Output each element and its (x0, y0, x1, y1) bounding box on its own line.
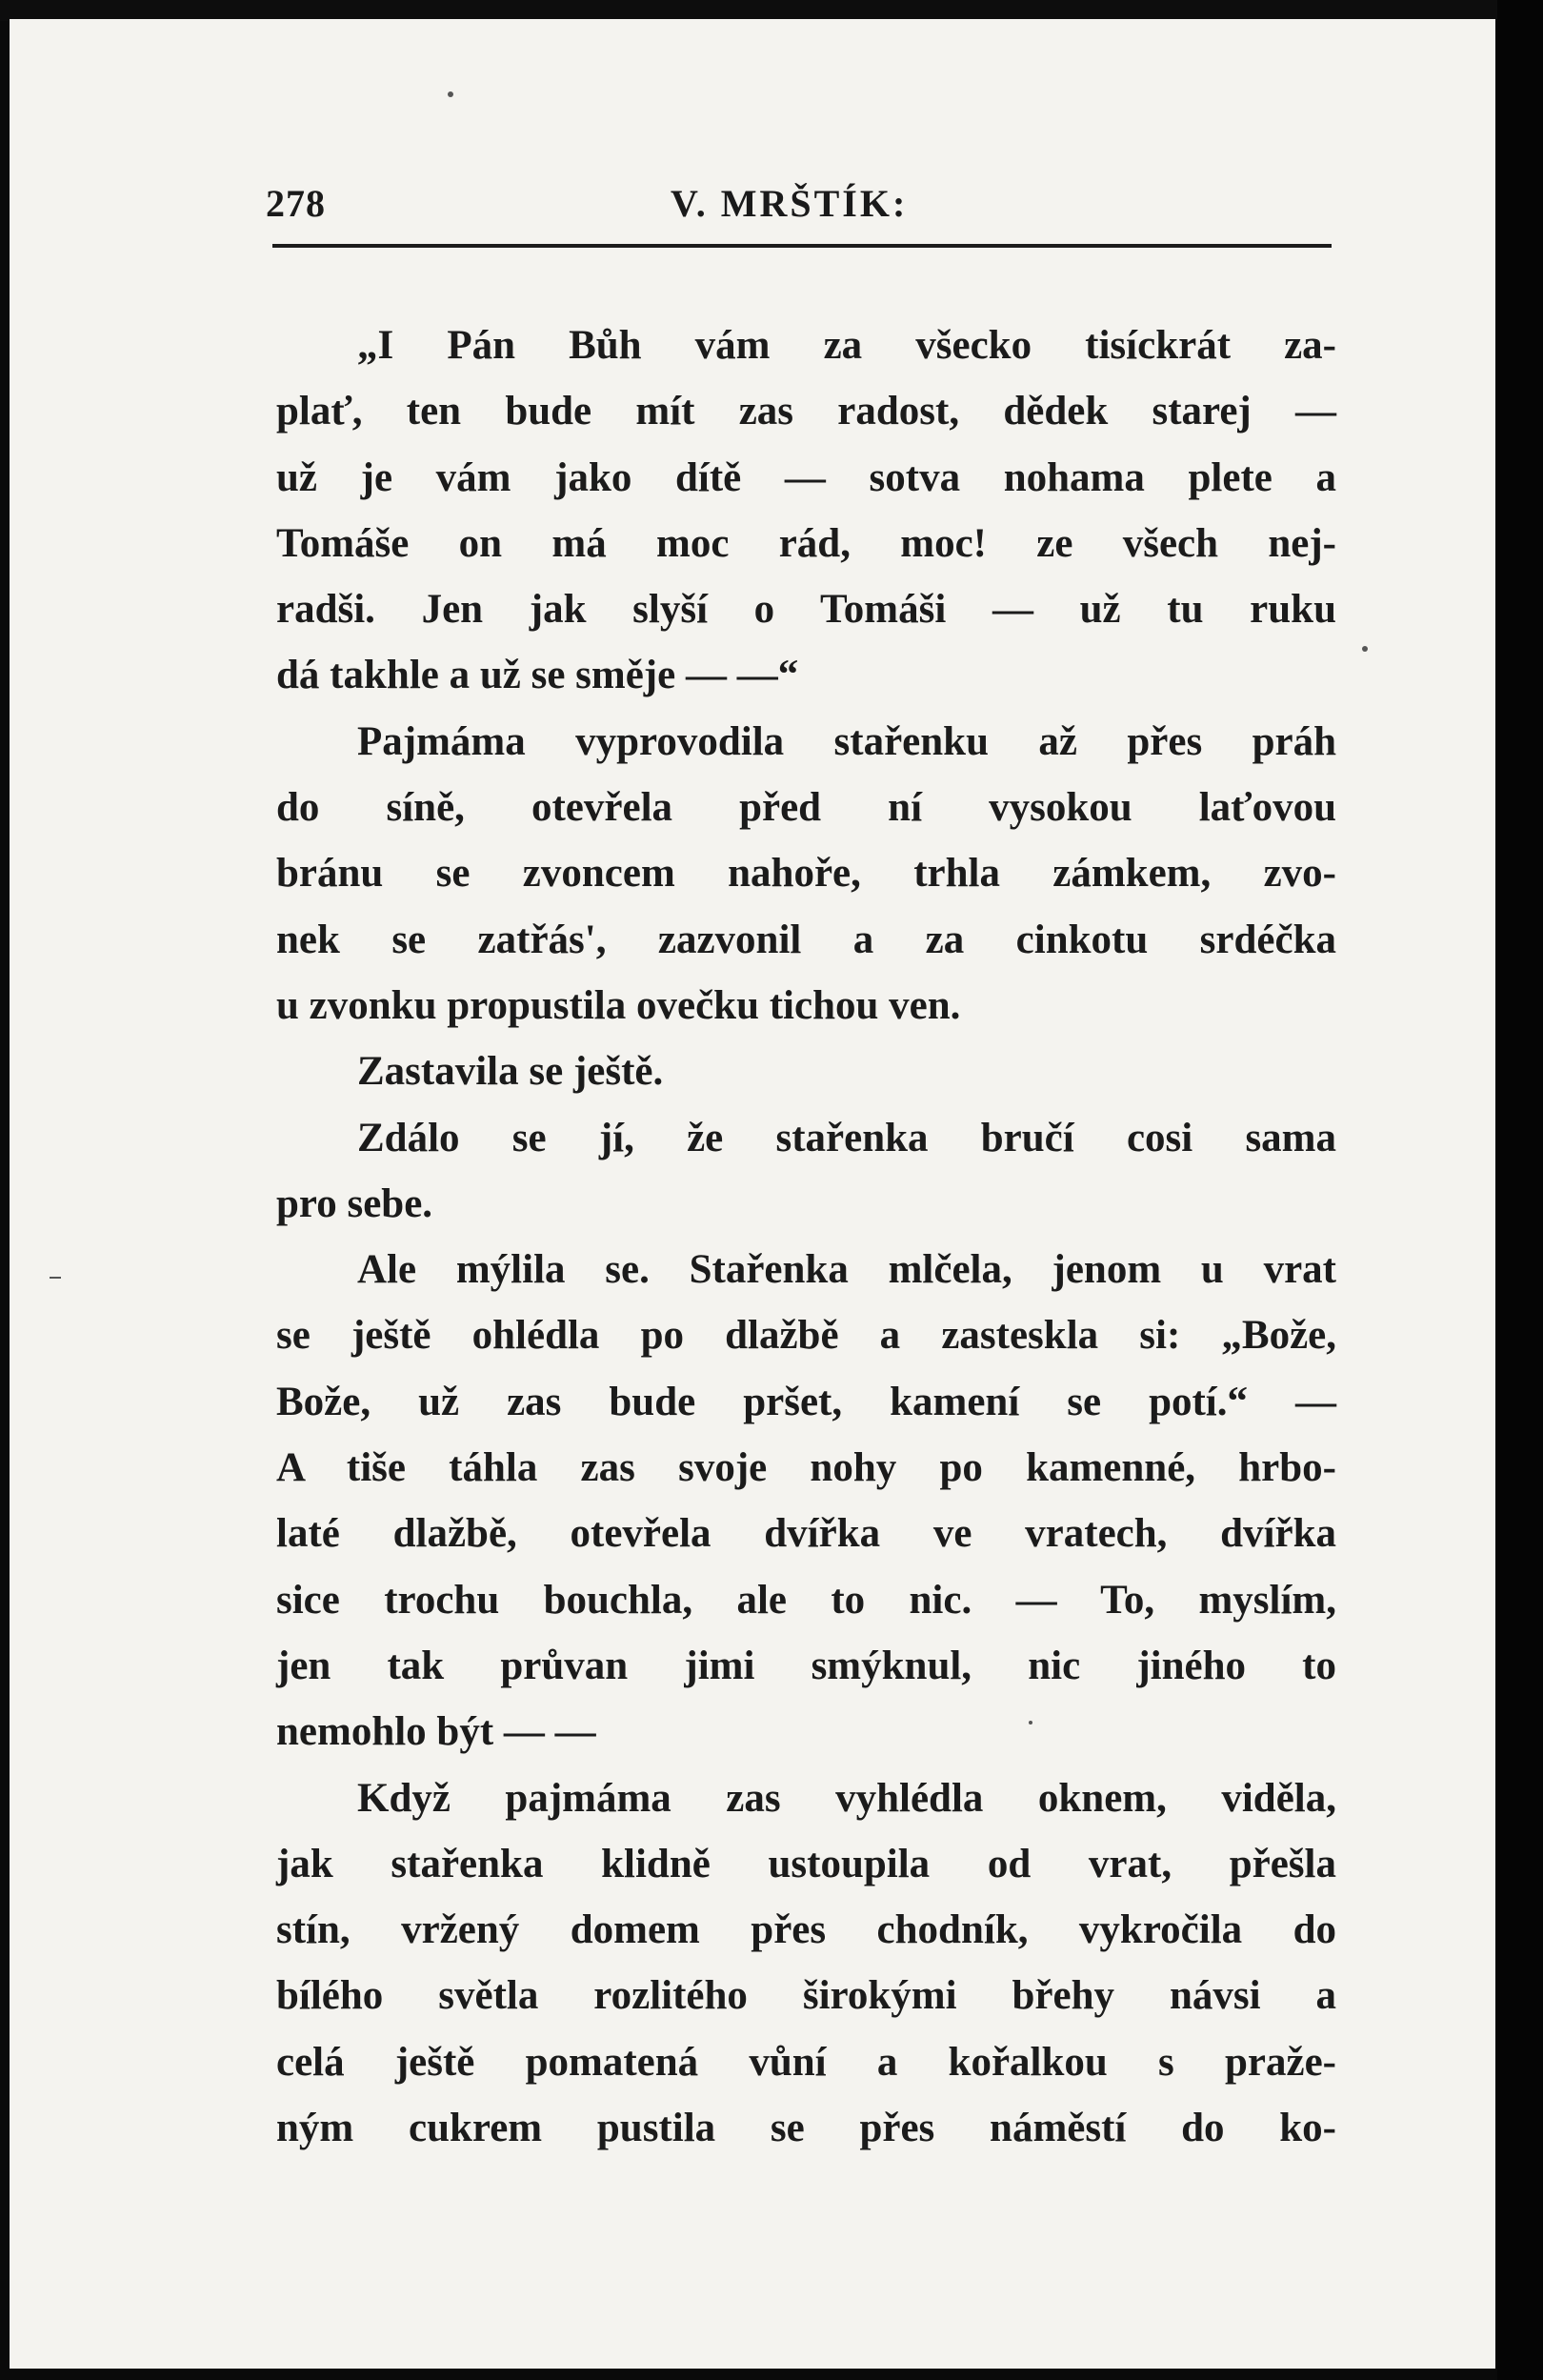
text-line: Bože, už zas bude pršet, kamení se potí.“ — (276, 1379, 1336, 1424)
text-line: nemohlo být — — (276, 1709, 596, 1755)
body-text (276, 313, 1336, 2161)
text-line: u zvonku propustila ovečku tichou ven. (276, 982, 961, 1028)
text-line: jak stařenka klidně ustoupila od vrat, přešla (276, 1841, 1336, 1886)
scan-speck (50, 1277, 61, 1279)
text-line: už je vám jako dítě — sotva nohama plete a (276, 454, 1336, 500)
text-line: radši. Jen jak slyší o Tomáši — už tu ruku (276, 587, 1336, 633)
text-line: do síně, otevřela před ní vysokou laťovou (276, 785, 1336, 831)
text-line: dá takhle a už se směje — —“ (276, 653, 799, 698)
text-line: Zdálo se jí, že stařenka bručí cosi sama (357, 1115, 1336, 1160)
running-head: V. MRŠTÍK: (671, 182, 909, 225)
scan-speck (1029, 1721, 1032, 1724)
text-line: laté dlažbě, otevřela dvířka ve vratech, dvířka (276, 1511, 1336, 1557)
text-line: A tiše táhla zas svoje nohy po kamenné, hrbo- (276, 1445, 1336, 1491)
text-line: bílého světla rozlitého širokými břehy návsi a (276, 1973, 1336, 2019)
scan-speck (448, 91, 453, 97)
text-line: celá ještě pomatená vůní a kořalkou s praže- (276, 2039, 1336, 2085)
text-line: Když pajmáma zas vyhlédla oknem, viděla, (357, 1775, 1336, 1821)
scan-speck (1362, 646, 1368, 652)
text-line: plať, ten bude mít zas radost, dědek starej — (276, 389, 1336, 434)
scan-top-edge (0, 0, 1543, 21)
text-line: Ale mýlila se. Stařenka mlčela, jenom u vrat (357, 1247, 1336, 1293)
page-header (266, 181, 1333, 238)
page-number: 278 (266, 182, 326, 225)
text-line: se ještě ohlédla po dlažbě a zasteskla si: „Bože, (276, 1313, 1336, 1359)
text-line: stín, vržený domem přes chodník, vykročila do (276, 1907, 1336, 1953)
text-line: jen tak průvan jimi smýknul, nic jiného to (276, 1643, 1336, 1688)
scan-right-edge (1497, 0, 1543, 2380)
header-rule (272, 244, 1332, 248)
text-line: ným cukrem pustila se přes náměstí do ko- (276, 2106, 1336, 2151)
text-line: nek se zatřás', zazvonil a za cinkotu srdéčka (276, 917, 1336, 962)
text-line: sice trochu bouchla, ale to nic. — To, myslím, (276, 1577, 1336, 1623)
text-line: Pajmáma vyprovodila stařenku až přes práh (357, 718, 1336, 764)
text-line: Tomáše on má moc rád, moc! ze všech nej- (276, 520, 1336, 566)
text-line: „I Pán Bůh vám za všecko tisíckrát za- (357, 323, 1336, 368)
text-line: Zastavila se ještě. (357, 1049, 664, 1095)
text-line: pro sebe. (276, 1180, 433, 1226)
text-line: bránu se zvoncem nahoře, trhla zámkem, zvo- (276, 851, 1336, 897)
